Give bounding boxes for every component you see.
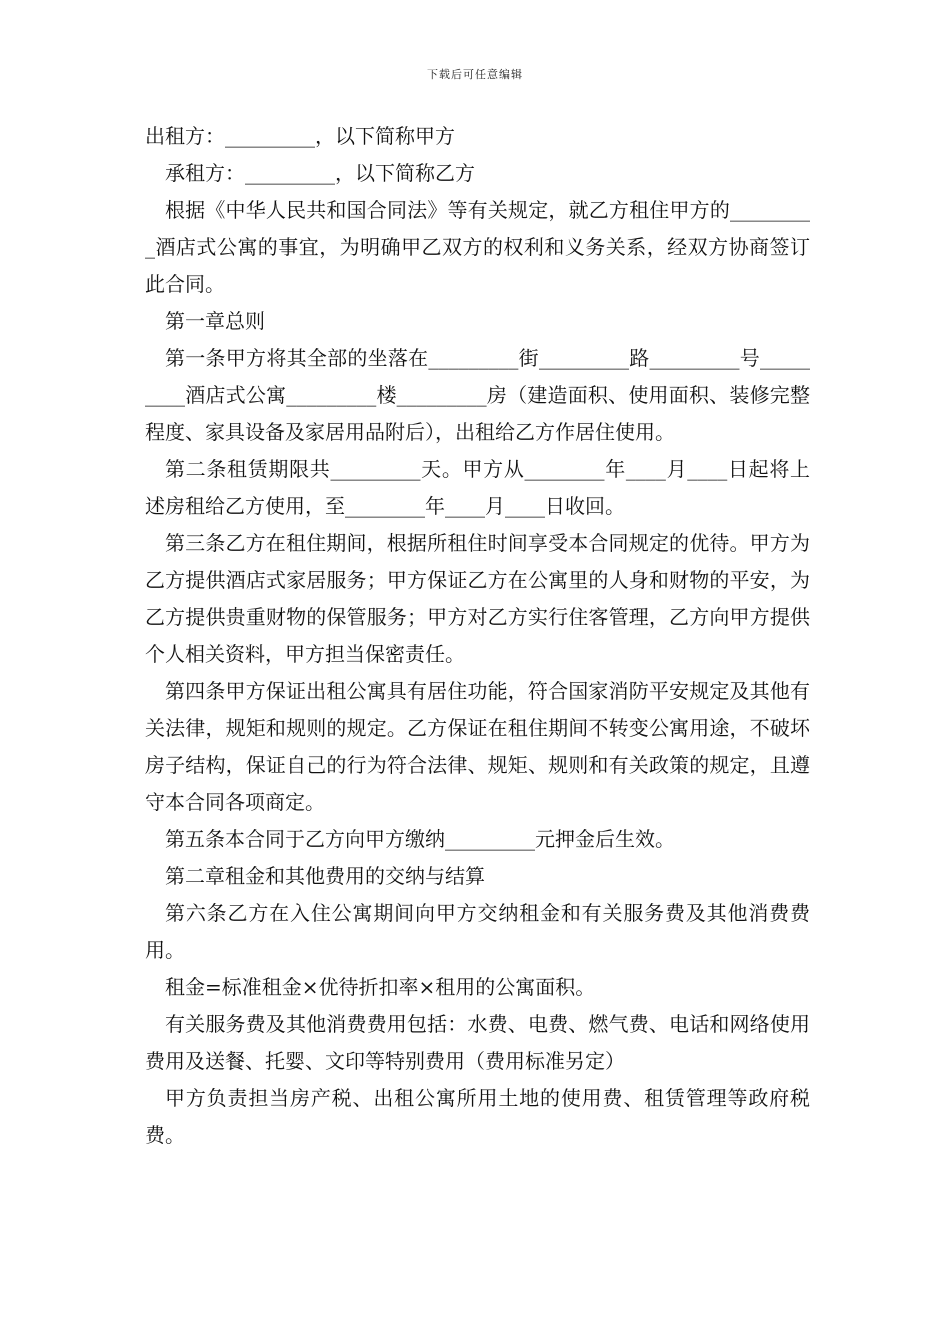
rent-formula: 租金=标准租金×优待折扣率×租用的公寓面积。 xyxy=(165,975,596,999)
article-5: 第五条本合同于乙方向甲方缴纳_________元押金后生效。 xyxy=(165,827,675,851)
page-header-note: 下载后可任意编辑 xyxy=(427,68,523,81)
article-1: 第一条甲方将其全部的坐落在_________街_________路_________号_________酒店式公寓_________楼_________房（建造面积、使用面积、装修完整程度、家具设备及家居用品附后），出租给乙方作居住使用。 xyxy=(145,346,810,444)
paragraph-lessor: 出租方：_________，以下简称甲方 xyxy=(145,124,455,148)
article-3: 第三条乙方在租住期间，根据所租住时间享受本合同规定的优待。甲方为乙方提供酒店式家居服务；甲方保证乙方在公寓里的人身和财物的平安，为乙方提供贵重财物的保管服务；甲方对乙方实行住客管理，乙方向甲方提供个人相关资料，甲方担当保密责任。 xyxy=(145,531,810,666)
service-fees: 有关服务费及其他消费费用包括：水费、电费、燃气费、电话和网络使用费用及送餐、托婴、文印等特别费用（费用标准另定） xyxy=(145,1012,810,1073)
paragraph-lessee: 承租方：_________，以下简称乙方 xyxy=(165,161,475,185)
article-2: 第二条租赁期限共_________天。甲方从________年____月____日起将上述房租给乙方使用，至________年____月____日收回。 xyxy=(145,457,810,518)
contract-body xyxy=(145,118,810,1154)
paragraph-preamble: 根据《中华人民共和国合同法》等有关规定，就乙方租住甲方的_________酒店式公寓的事宜，为明确甲乙双方的权利和义务关系，经双方协商签订此合同。 xyxy=(145,198,810,296)
chapter-heading-general: 第一章总则 xyxy=(165,309,265,333)
article-4: 第四条甲方保证出租公寓具有居住功能，符合国家消防平安规定及其他有关法律，规矩和规则的规定。乙方保证在租住期间不转变公寓用途，不破坏房子结构，保证自己的行为符合法律、规矩、规则和有关政策的规定，且遵守本合同各项商定。 xyxy=(145,679,810,814)
government-taxes: 甲方负责担当房产税、出租公寓所用土地的使用费、租赁管理等政府税费。 xyxy=(145,1086,810,1147)
chapter-heading-rent: 第二章租金和其他费用的交纳与结算 xyxy=(165,864,485,888)
article-6: 第六条乙方在入住公寓期间向甲方交纳租金和有关服务费及其他消费费用。 xyxy=(145,901,810,962)
